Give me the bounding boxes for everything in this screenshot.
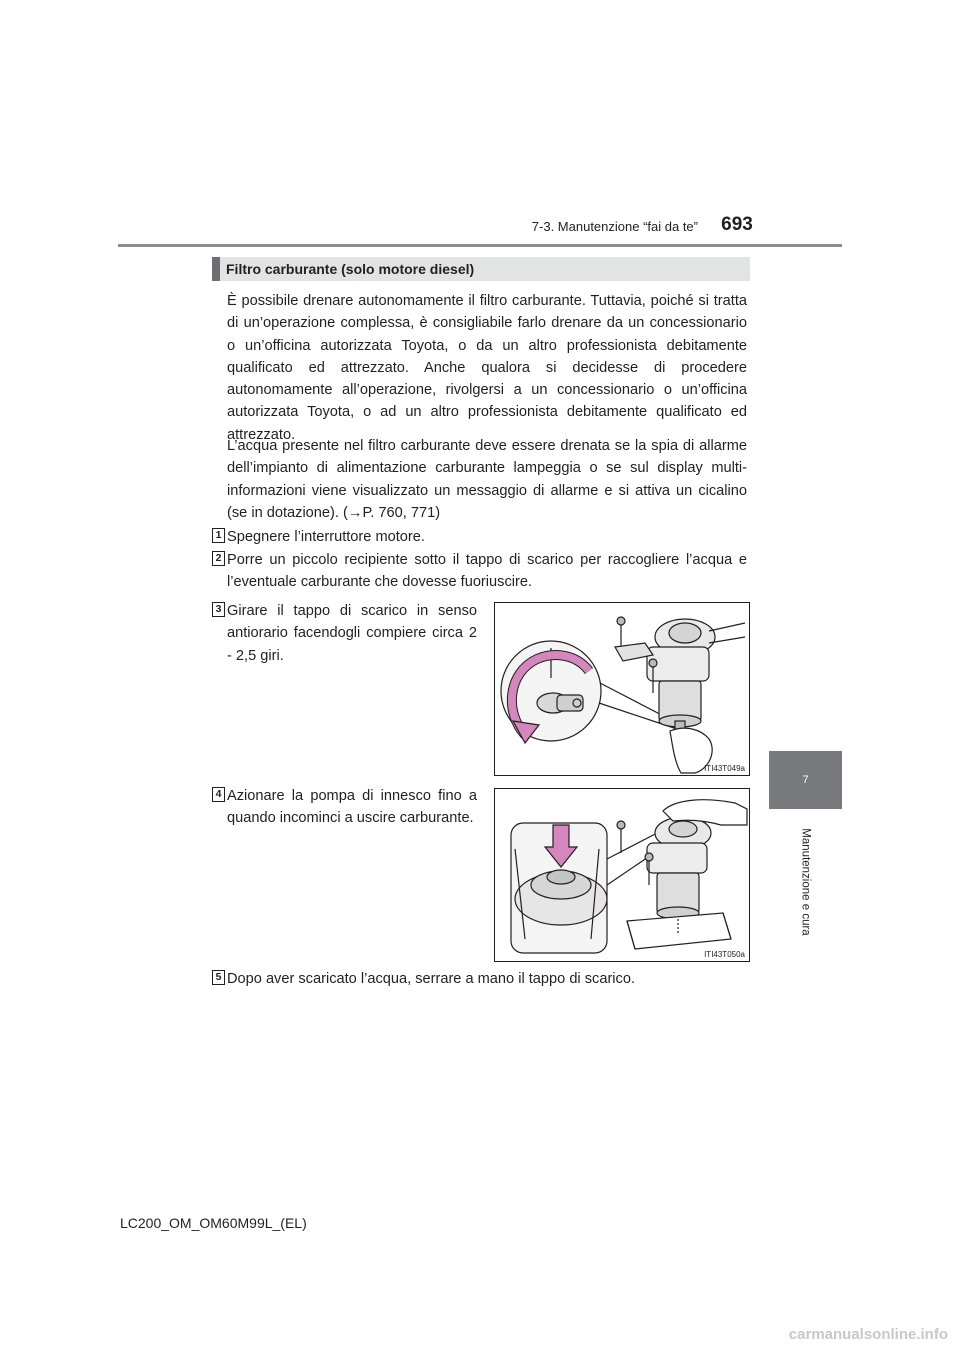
document-code: LC200_OM_OM60M99L_(EL) (120, 1215, 307, 1231)
step-item (212, 600, 482, 670)
step-number-badge: 4 (212, 787, 225, 802)
figure-priming-pump (494, 788, 750, 962)
header-section-title: 7-3. Manutenzione “fai da te” (531, 219, 698, 234)
step-number-badge: 5 (212, 970, 225, 985)
header-divider (118, 244, 842, 247)
watermark-logo (730, 1323, 950, 1345)
step-item (212, 968, 750, 992)
watermark-text: carmanualsonline.info (788, 1326, 948, 1343)
chapter-label: Manutenzione e cura (799, 828, 812, 936)
step-text: Porre un piccolo recipiente sotto il tappo di scarico per raccogliere l’acqua e l’eventuale carburante che dovesse fuoriuscire. (227, 552, 747, 591)
fuel-filter-illustration-1 (495, 603, 749, 775)
chapter-number: 7 (802, 774, 809, 786)
figure-code: ITI43T049a (704, 764, 745, 773)
figure-code: ITI43T050a (704, 950, 745, 959)
step-item (212, 785, 482, 855)
fuel-filter-illustration-2 (495, 789, 749, 961)
step-text: Dopo aver scaricato l’acqua, serrare a mano il tappo di scarico. (227, 971, 636, 987)
section-heading: Filtro carburante (solo motore diesel) (212, 257, 750, 281)
page-number: 693 (721, 214, 753, 235)
step-number-badge: 2 (212, 551, 225, 566)
step-item (212, 549, 750, 595)
step-number-badge: 1 (212, 528, 225, 543)
step-text: Girare il tappo di scarico in senso antiorario facendogli compiere circa 2 - 2,5 giri. (227, 603, 477, 664)
step-text: Azionare la pompa di innesco fino a quando incominci a uscire carburante. (227, 788, 477, 827)
figure-drain-plug (494, 602, 750, 776)
chapter-tab (769, 751, 842, 809)
step-text: Spegnere l’interruttore motore. (227, 529, 425, 545)
step-item (212, 526, 750, 550)
chapter-tab-label (764, 817, 847, 947)
intro-paragraph: L’acqua presente nel filtro carburante deve essere drenata se la spia di allarme dell’impianto di alimentazione carburante lampeggia o se sul display multi-informazioni viene visualizzato un messaggio di allarme e si attiva un cicalino (se in dotazione). (→P. 760, 771) (227, 438, 747, 521)
step-number-badge: 3 (212, 602, 225, 617)
intro-paragraph: È possibile drenare autonomamente il filtro carburante. Tuttavia, poiché si tratta di un’operazione complessa, è consigliabile farlo drenare da un concessionario o un’officina autorizzata Toyota, o da un altro professionista debitamente qualificato ed attrezzato. Anche qualora si decidesse di procedere autonomamente all’operazione, rivolgersi a un concessionario o un’officina autorizzata Toyota, o ad un altro professionista debitamente qualificato ed attrezzato. (227, 293, 747, 443)
